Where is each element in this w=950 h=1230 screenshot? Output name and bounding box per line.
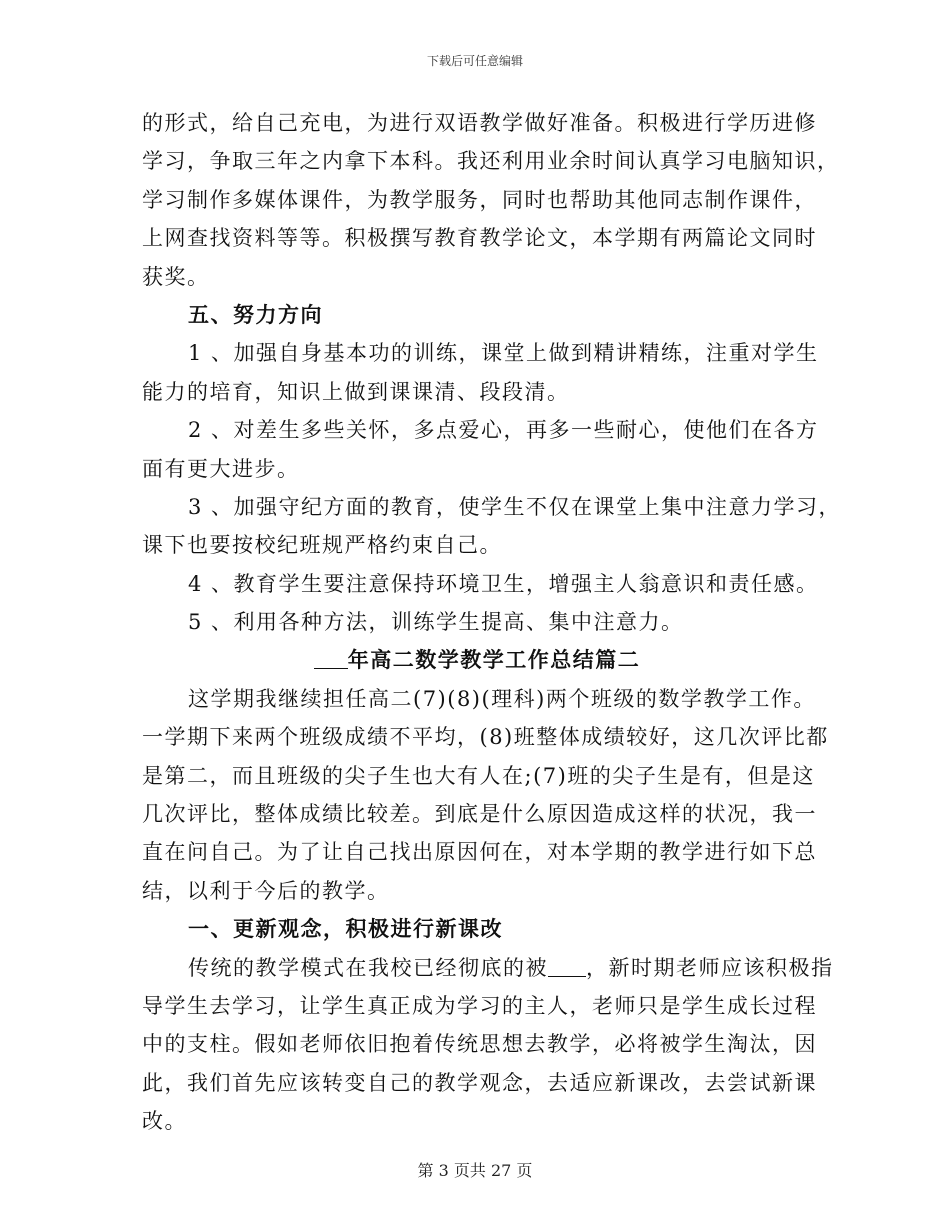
document-body (142, 104, 842, 1141)
list-item-line: 面有更大进步。 (142, 456, 300, 481)
paragraph-text: ，新时期老师应该积极指 (586, 955, 834, 980)
page-footer: 第 3 页共 27 页 (417, 1161, 533, 1180)
paragraph-line: 一学期下来两个班级成绩不平均，(8)班整体成绩较好，这几次评比都 (142, 725, 829, 750)
page-header: 下载后可任意编辑 (426, 54, 523, 68)
paragraph-line: 学习制作多媒体课件，为教学服务，同时也帮助其他同志制作课件， (142, 187, 817, 212)
list-item-line: 1 、加强自身基本功的训练，课堂上做到精讲精练，注重对学生 (188, 341, 819, 366)
list-item-line: 5 、利用各种方法，训练学生提高、集中注意力。 (188, 610, 684, 635)
paragraph-line: 中的支柱。假如老师依旧抱着传统思想去教学，必将被学生淘汰，因 (142, 1032, 817, 1057)
paragraph-line: 的形式，给自己充电，为进行双语教学做好准备。积极进行学历进修 (142, 111, 817, 135)
section-heading-new-curriculum: 一、更新观念，积极进行新课改 (188, 916, 503, 942)
paragraph-line: 上网查找资料等等。积极撰写教育教学论文，本学期有两篇论文同时 (142, 226, 817, 251)
inline-blank-underline (548, 954, 586, 977)
paragraph-line: 直在问自己。为了让自己找出原因何在，对本学期的教学进行如下总 (142, 840, 817, 865)
list-item-line: 2 、对差生多些关怀，多点爱心，再多一些耐心，使他们在各方 (188, 418, 819, 443)
paragraph-line: 是第二，而且班级的尖子生也大有人在;(7)班的尖子生是有，但是这 (142, 763, 815, 788)
list-item-line: 3 、加强守纪方面的教育，使学生不仅在课堂上集中注意力学习， (188, 494, 842, 519)
list-item-line: 4 、教育学生要注意保持环境卫生，增强主人翁意识和责任感。 (188, 571, 819, 596)
paragraph-line: 学习，争取三年之内拿下本科。我还利用业余时间认真学习电脑知识， (142, 149, 840, 174)
list-item-line: 能力的培育，知识上做到课课清、段段清。 (142, 379, 570, 404)
paragraph-line: 此，我们首先应该转变自己的教学观念，去适应新课改，去尝试新课 (142, 1070, 817, 1095)
title-blank-underline (314, 646, 348, 669)
article-title (142, 641, 812, 679)
paragraph-line: 结，以利于今后的教学。 (142, 878, 390, 903)
section-heading-effort-direction: 五、努力方向 (188, 301, 323, 327)
article-title-text: 年高二数学教学工作总结篇二 (347, 647, 641, 673)
paragraph-text: 传统的教学模式在我校已经彻底的被 (188, 955, 548, 980)
paragraph-line: 这学期我继续担任高二(7)(8)(理科)两个班级的数学教学工作。 (188, 686, 816, 711)
paragraph-line: 改。 (142, 1109, 187, 1134)
paragraph-line: 导学生去学习，让学生真正成为学习的主人，老师只是学生成长过程 (142, 993, 817, 1018)
paragraph-line (142, 949, 834, 987)
paragraph-line: 几次评比，整体成绩比较差。到底是什么原因造成这样的状况，我一 (142, 802, 817, 827)
paragraph-line: 获奖。 (142, 264, 210, 289)
list-item-line: 课下也要按校纪班规严格约束自己。 (142, 533, 502, 558)
